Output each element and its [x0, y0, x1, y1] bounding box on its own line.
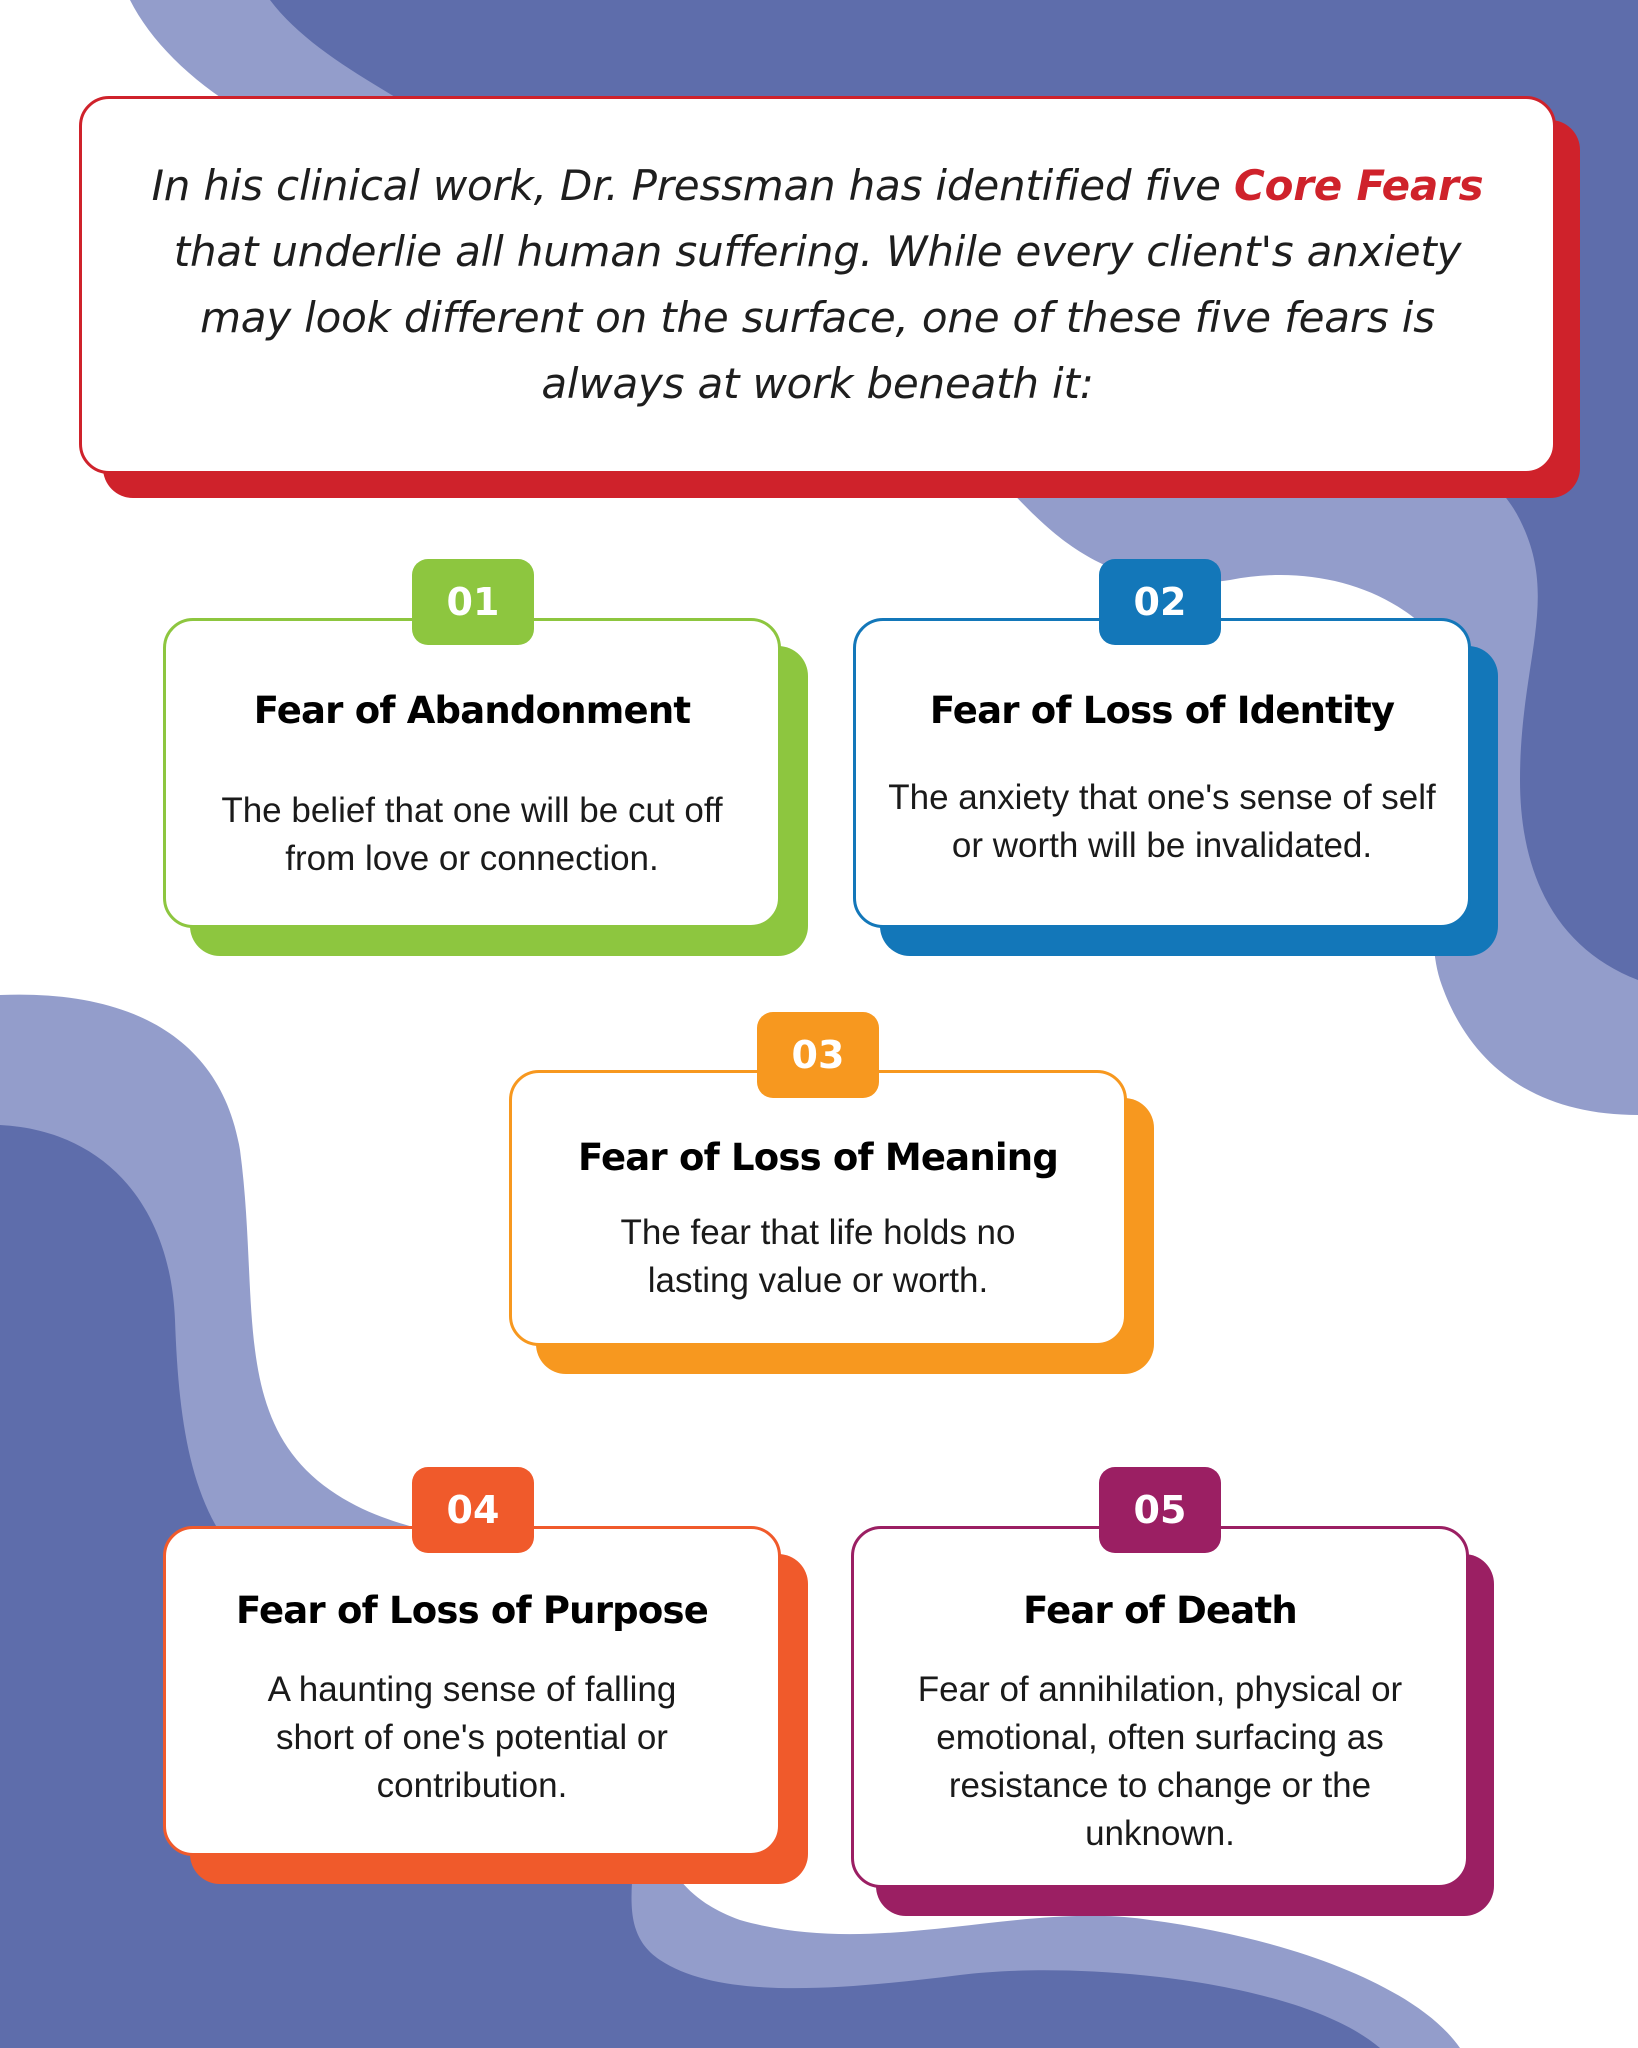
intro-box [79, 96, 1556, 474]
fear-card-5-description: Fear of annihilation, physical or emotional, often surfacing as resistance to change or the unknown. [917, 1670, 1403, 1853]
fear-card-4-description: A haunting sense of falling short of one's potential or contribution. [267, 1670, 677, 1805]
fear-card-3-description: The fear that life holds no lasting value or worth. [620, 1213, 1016, 1300]
fear-card-4-title: Fear of Loss of Purpose [235, 1589, 708, 1632]
intro-text-start: In his clinical work, Dr. Pressman has identified five [151, 161, 1234, 210]
fear-card-1 [163, 618, 781, 928]
fear-card-1-title: Fear of Abandonment [253, 689, 691, 732]
intro-text-end: that underlie all human suffering. While every client's anxiety may look different on the surface, one of these five fears is always at work beneath it: [173, 227, 1462, 408]
core-fears-highlight: Core Fears [1233, 161, 1484, 210]
fear-card-2 [853, 618, 1471, 928]
fear-card-5 [851, 1526, 1469, 1888]
fear-card-5-title: Fear of Death [1023, 1589, 1297, 1632]
fear-card-4 [163, 1526, 781, 1856]
fear-card-2-title: Fear of Loss of Identity [929, 689, 1395, 732]
fear-card-2-number-badge: 02 [1099, 559, 1221, 645]
fear-card-5-number-badge: 05 [1099, 1467, 1221, 1553]
fear-card-3-title: Fear of Loss of Meaning [577, 1136, 1059, 1179]
fear-card-4-number-badge: 04 [412, 1467, 534, 1553]
fear-card-2-description: The anxiety that one's sense of self or worth will be invalidated. [888, 778, 1436, 865]
fear-card-1-description: The belief that one will be cut off from love or connection. [221, 791, 723, 878]
fear-card-3 [509, 1070, 1127, 1346]
fear-card-1-number-badge: 01 [412, 559, 534, 645]
fear-card-3-number-badge: 03 [757, 1012, 879, 1098]
intro-text [82, 153, 1553, 417]
